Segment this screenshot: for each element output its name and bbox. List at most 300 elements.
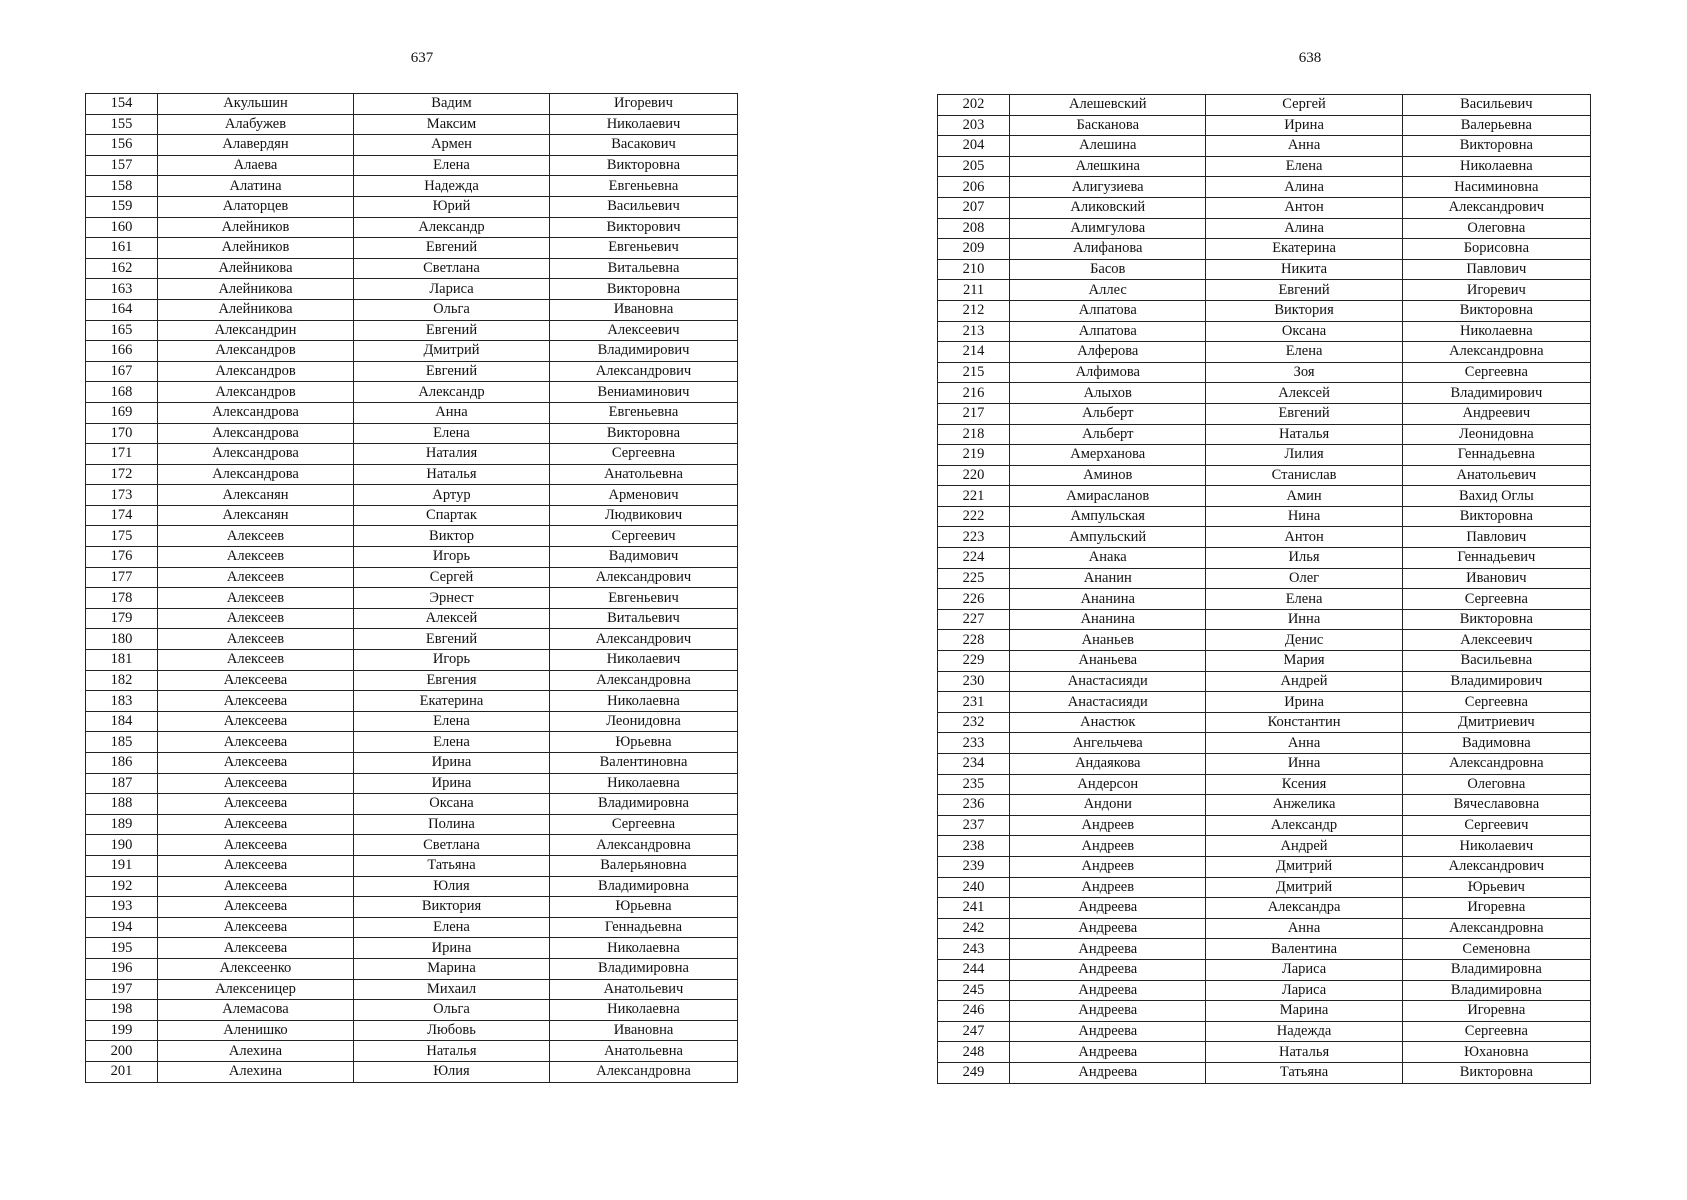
row-number-cell: 197 [86, 979, 158, 1000]
table-row [938, 671, 1591, 692]
first-name-cell: Валентина [1206, 939, 1402, 960]
row-number-cell: 204 [938, 136, 1010, 157]
last-name-cell: Алимгулова [1010, 218, 1206, 239]
last-name-cell: Басов [1010, 259, 1206, 280]
table-row [938, 1021, 1591, 1042]
table-row [86, 94, 738, 115]
last-name-cell: Алексеева [158, 794, 354, 815]
last-name-cell: Алаева [158, 155, 354, 176]
row-number-cell: 201 [86, 1061, 158, 1082]
row-number-cell: 224 [938, 548, 1010, 569]
last-name-cell: Алексеева [158, 691, 354, 712]
last-name-cell: Александрова [158, 464, 354, 485]
row-number-cell: 189 [86, 814, 158, 835]
first-name-cell: Алексей [1206, 383, 1402, 404]
patronymic-cell: Юрьевна [550, 732, 738, 753]
last-name-cell: Акульшин [158, 94, 354, 115]
patronymic-cell: Александровна [550, 1061, 738, 1082]
first-name-cell: Наталья [354, 1041, 550, 1062]
first-name-cell: Анна [1206, 918, 1402, 939]
table-row [938, 197, 1591, 218]
last-name-cell: Андреева [1010, 939, 1206, 960]
patronymic-cell: Семеновна [1402, 939, 1590, 960]
patronymic-cell: Викторович [550, 217, 738, 238]
table-row [86, 711, 738, 732]
last-name-cell: Алексеев [158, 608, 354, 629]
patronymic-cell: Викторовна [1402, 300, 1590, 321]
first-name-cell: Александр [354, 382, 550, 403]
last-name-cell: Ананина [1010, 609, 1206, 630]
patronymic-cell: Сергеевна [550, 444, 738, 465]
first-name-cell: Евгений [354, 361, 550, 382]
table-row [86, 1061, 738, 1082]
patronymic-cell: Евгеньевич [550, 588, 738, 609]
patronymic-cell: Александровна [550, 670, 738, 691]
row-number-cell: 212 [938, 300, 1010, 321]
last-name-cell: Алексеева [158, 835, 354, 856]
row-number-cell: 231 [938, 692, 1010, 713]
last-name-cell: Алексеев [158, 526, 354, 547]
row-number-cell: 198 [86, 1000, 158, 1021]
row-number-cell: 196 [86, 958, 158, 979]
row-number-cell: 237 [938, 815, 1010, 836]
table-row [938, 527, 1591, 548]
last-name-cell: Алейников [158, 217, 354, 238]
row-number-cell: 203 [938, 115, 1010, 136]
table-row [86, 855, 738, 876]
patronymic-cell: Николаевич [550, 114, 738, 135]
row-number-cell: 234 [938, 754, 1010, 775]
row-number-cell: 243 [938, 939, 1010, 960]
row-number-cell: 173 [86, 485, 158, 506]
row-number-cell: 176 [86, 547, 158, 568]
first-name-cell: Юлия [354, 1061, 550, 1082]
row-number-cell: 156 [86, 135, 158, 156]
first-name-cell: Елена [1206, 342, 1402, 363]
first-name-cell: Ирина [354, 938, 550, 959]
table-row [938, 856, 1591, 877]
last-name-cell: Алешкина [1010, 156, 1206, 177]
table-row [938, 548, 1591, 569]
row-number-cell: 155 [86, 114, 158, 135]
first-name-cell: Наталья [1206, 1042, 1402, 1063]
first-name-cell: Антон [1206, 527, 1402, 548]
row-number-cell: 190 [86, 835, 158, 856]
first-name-cell: Нина [1206, 506, 1402, 527]
patronymic-cell: Леонидовна [1402, 424, 1590, 445]
first-name-cell: Юлия [354, 876, 550, 897]
first-name-cell: Анна [1206, 136, 1402, 157]
first-name-cell: Лариса [1206, 980, 1402, 1001]
last-name-cell: Андреев [1010, 836, 1206, 857]
last-name-cell: Амерханова [1010, 445, 1206, 466]
first-name-cell: Ирина [1206, 692, 1402, 713]
table-row [938, 95, 1591, 116]
first-name-cell: Сергей [354, 567, 550, 588]
last-name-cell: Алексанян [158, 485, 354, 506]
patronymic-cell: Викторовна [1402, 506, 1590, 527]
row-number-cell: 158 [86, 176, 158, 197]
table-row [938, 712, 1591, 733]
patronymic-cell: Сергеевич [550, 526, 738, 547]
last-name-cell: Алигузиева [1010, 177, 1206, 198]
last-name-cell: Алехина [158, 1041, 354, 1062]
first-name-cell: Евгения [354, 670, 550, 691]
first-name-cell: Лариса [1206, 959, 1402, 980]
first-name-cell: Сергей [1206, 95, 1402, 116]
first-name-cell: Евгений [354, 629, 550, 650]
last-name-cell: Александрова [158, 444, 354, 465]
first-name-cell: Надежда [354, 176, 550, 197]
first-name-cell: Марина [1206, 1001, 1402, 1022]
row-number-cell: 240 [938, 877, 1010, 898]
last-name-cell: Аллес [1010, 280, 1206, 301]
last-name-cell: Алаторцев [158, 196, 354, 217]
patronymic-cell: Васильевна [1402, 651, 1590, 672]
last-name-cell: Амирасланов [1010, 486, 1206, 507]
patronymic-cell: Александровна [1402, 918, 1590, 939]
last-name-cell: Алфимова [1010, 362, 1206, 383]
row-number-cell: 161 [86, 238, 158, 259]
row-number-cell: 167 [86, 361, 158, 382]
last-name-cell: Алексеева [158, 773, 354, 794]
table-row [938, 383, 1591, 404]
row-number-cell: 163 [86, 279, 158, 300]
first-name-cell: Любовь [354, 1020, 550, 1041]
patronymic-cell: Геннадьевна [1402, 445, 1590, 466]
patronymic-cell: Владимировна [550, 794, 738, 815]
last-name-cell: Александров [158, 341, 354, 362]
names-table-body [938, 95, 1591, 1084]
last-name-cell: Алексеев [158, 629, 354, 650]
table-row [86, 938, 738, 959]
last-name-cell: Андаякова [1010, 754, 1206, 775]
last-name-cell: Александров [158, 382, 354, 403]
table-row [86, 464, 738, 485]
row-number-cell: 157 [86, 155, 158, 176]
row-number-cell: 209 [938, 239, 1010, 260]
patronymic-cell: Александровна [550, 835, 738, 856]
row-number-cell: 159 [86, 196, 158, 217]
table-row [86, 258, 738, 279]
last-name-cell: Андреев [1010, 856, 1206, 877]
first-name-cell: Наталья [1206, 424, 1402, 445]
first-name-cell: Ирина [354, 753, 550, 774]
patronymic-cell: Сергеевна [1402, 692, 1590, 713]
patronymic-cell: Владимировна [1402, 980, 1590, 1001]
row-number-cell: 171 [86, 444, 158, 465]
table-row [938, 136, 1591, 157]
first-name-cell: Юрий [354, 196, 550, 217]
first-name-cell: Полина [354, 814, 550, 835]
last-name-cell: Алексеева [158, 917, 354, 938]
last-name-cell: Андреев [1010, 815, 1206, 836]
first-name-cell: Денис [1206, 630, 1402, 651]
first-name-cell: Алина [1206, 177, 1402, 198]
first-name-cell: Виктория [354, 897, 550, 918]
first-name-cell: Станислав [1206, 465, 1402, 486]
table-row [938, 1001, 1591, 1022]
patronymic-cell: Александрович [1402, 856, 1590, 877]
row-number-cell: 210 [938, 259, 1010, 280]
last-name-cell: Анастасияди [1010, 671, 1206, 692]
last-name-cell: Басканова [1010, 115, 1206, 136]
row-number-cell: 185 [86, 732, 158, 753]
row-number-cell: 162 [86, 258, 158, 279]
row-number-cell: 215 [938, 362, 1010, 383]
row-number-cell: 233 [938, 733, 1010, 754]
row-number-cell: 199 [86, 1020, 158, 1041]
table-row [938, 630, 1591, 651]
row-number-cell: 230 [938, 671, 1010, 692]
table-row [938, 609, 1591, 630]
row-number-cell: 202 [938, 95, 1010, 116]
last-name-cell: Андреева [1010, 1042, 1206, 1063]
patronymic-cell: Арменович [550, 485, 738, 506]
table-row [86, 629, 738, 650]
last-name-cell: Алавердян [158, 135, 354, 156]
last-name-cell: Алексеенко [158, 958, 354, 979]
patronymic-cell: Викторовна [550, 155, 738, 176]
patronymic-cell: Николаевна [1402, 156, 1590, 177]
row-number-cell: 239 [938, 856, 1010, 877]
first-name-cell: Амин [1206, 486, 1402, 507]
row-number-cell: 172 [86, 464, 158, 485]
table-row [86, 588, 738, 609]
table-row [86, 402, 738, 423]
first-name-cell: Александра [1206, 898, 1402, 919]
last-name-cell: Аликовский [1010, 197, 1206, 218]
last-name-cell: Алексеев [158, 567, 354, 588]
first-name-cell: Ирина [1206, 115, 1402, 136]
table-row [938, 465, 1591, 486]
patronymic-cell: Александровна [1402, 342, 1590, 363]
first-name-cell: Елена [354, 917, 550, 938]
last-name-cell: Андерсон [1010, 774, 1206, 795]
last-name-cell: Алексеева [158, 814, 354, 835]
patronymic-cell: Юрьевич [1402, 877, 1590, 898]
first-name-cell: Антон [1206, 197, 1402, 218]
last-name-cell: Альберт [1010, 424, 1206, 445]
patronymic-cell: Евгеньевна [550, 176, 738, 197]
table-row [86, 320, 738, 341]
table-row [86, 876, 738, 897]
last-name-cell: Аленишко [158, 1020, 354, 1041]
patronymic-cell: Владимирович [550, 341, 738, 362]
patronymic-cell: Владимировна [550, 876, 738, 897]
row-number-cell: 178 [86, 588, 158, 609]
row-number-cell: 216 [938, 383, 1010, 404]
table-row [938, 342, 1591, 363]
patronymic-cell: Павлович [1402, 527, 1590, 548]
last-name-cell: Алабужев [158, 114, 354, 135]
patronymic-cell: Павлович [1402, 259, 1590, 280]
row-number-cell: 247 [938, 1021, 1010, 1042]
table-row [86, 691, 738, 712]
table-row [938, 259, 1591, 280]
last-name-cell: Андреева [1010, 918, 1206, 939]
last-name-cell: Ангельчева [1010, 733, 1206, 754]
patronymic-cell: Викторовна [1402, 609, 1590, 630]
patronymic-cell: Вадимовна [1402, 733, 1590, 754]
row-number-cell: 174 [86, 505, 158, 526]
table-row [938, 115, 1591, 136]
row-number-cell: 213 [938, 321, 1010, 342]
table-row [938, 980, 1591, 1001]
last-name-cell: Ананина [1010, 589, 1206, 610]
first-name-cell: Надежда [1206, 1021, 1402, 1042]
left-page [0, 0, 843, 1200]
table-row [938, 918, 1591, 939]
first-name-cell: Спартак [354, 505, 550, 526]
first-name-cell: Эрнест [354, 588, 550, 609]
row-number-cell: 220 [938, 465, 1010, 486]
first-name-cell: Светлана [354, 835, 550, 856]
row-number-cell: 184 [86, 711, 158, 732]
first-name-cell: Елена [354, 155, 550, 176]
row-number-cell: 181 [86, 650, 158, 671]
patronymic-cell: Вадимович [550, 547, 738, 568]
last-name-cell: Андреева [1010, 1001, 1206, 1022]
last-name-cell: Алферова [1010, 342, 1206, 363]
patronymic-cell: Олеговна [1402, 774, 1590, 795]
row-number-cell: 195 [86, 938, 158, 959]
patronymic-cell: Николаевич [1402, 836, 1590, 857]
row-number-cell: 211 [938, 280, 1010, 301]
first-name-cell: Дмитрий [1206, 856, 1402, 877]
last-name-cell: Алексеева [158, 753, 354, 774]
last-name-cell: Алатина [158, 176, 354, 197]
first-name-cell: Константин [1206, 712, 1402, 733]
last-name-cell: Алемасова [158, 1000, 354, 1021]
first-name-cell: Илья [1206, 548, 1402, 569]
patronymic-cell: Иванович [1402, 568, 1590, 589]
table-row [938, 651, 1591, 672]
names-table [85, 93, 738, 1083]
first-name-cell: Анжелика [1206, 795, 1402, 816]
table-row [938, 733, 1591, 754]
last-name-cell: Александрова [158, 402, 354, 423]
patronymic-cell: Николаевна [550, 938, 738, 959]
table-row [938, 836, 1591, 857]
patronymic-cell: Викторовна [1402, 136, 1590, 157]
first-name-cell: Елена [354, 711, 550, 732]
table-row [86, 176, 738, 197]
first-name-cell: Максим [354, 114, 550, 135]
table-row [938, 280, 1591, 301]
table-row [86, 526, 738, 547]
first-name-cell: Дмитрий [1206, 877, 1402, 898]
table-row [86, 135, 738, 156]
table-row [938, 486, 1591, 507]
first-name-cell: Алина [1206, 218, 1402, 239]
row-number-cell: 160 [86, 217, 158, 238]
last-name-cell: Андреева [1010, 980, 1206, 1001]
table-row [86, 608, 738, 629]
table-row [86, 196, 738, 217]
row-number-cell: 246 [938, 1001, 1010, 1022]
patronymic-cell: Юрьевна [550, 897, 738, 918]
last-name-cell: Андреева [1010, 1021, 1206, 1042]
last-name-cell: Ампульский [1010, 527, 1206, 548]
table-row [938, 300, 1591, 321]
patronymic-cell: Ивановна [550, 1020, 738, 1041]
row-number-cell: 223 [938, 527, 1010, 548]
row-number-cell: 183 [86, 691, 158, 712]
last-name-cell: Алексанян [158, 505, 354, 526]
table-row [86, 835, 738, 856]
row-number-cell: 193 [86, 897, 158, 918]
table-row [938, 506, 1591, 527]
table-row [86, 979, 738, 1000]
table-row [938, 218, 1591, 239]
row-number-cell: 177 [86, 567, 158, 588]
table-row [938, 362, 1591, 383]
first-name-cell: Татьяна [354, 855, 550, 876]
table-row [938, 692, 1591, 713]
table-row [86, 1041, 738, 1062]
first-name-cell: Виктор [354, 526, 550, 547]
patronymic-cell: Сергеевна [550, 814, 738, 835]
patronymic-cell: Евгеньевна [550, 402, 738, 423]
patronymic-cell: Олеговна [1402, 218, 1590, 239]
patronymic-cell: Евгеньевич [550, 238, 738, 259]
patronymic-cell: Владимирович [1402, 671, 1590, 692]
table-row [86, 917, 738, 938]
row-number-cell: 205 [938, 156, 1010, 177]
row-number-cell: 245 [938, 980, 1010, 1001]
row-number-cell: 186 [86, 753, 158, 774]
table-row [938, 156, 1591, 177]
first-name-cell: Артур [354, 485, 550, 506]
last-name-cell: Алешина [1010, 136, 1206, 157]
patronymic-cell: Игоревич [550, 94, 738, 115]
first-name-cell: Елена [1206, 156, 1402, 177]
first-name-cell: Армен [354, 135, 550, 156]
last-name-cell: Алексеева [158, 732, 354, 753]
last-name-cell: Алешевский [1010, 95, 1206, 116]
first-name-cell: Оксана [1206, 321, 1402, 342]
patronymic-cell: Вениаминович [550, 382, 738, 403]
table-row [938, 239, 1591, 260]
names-table [937, 94, 1591, 1084]
row-number-cell: 229 [938, 651, 1010, 672]
last-name-cell: Алексеева [158, 670, 354, 691]
row-number-cell: 166 [86, 341, 158, 362]
last-name-cell: Ампульская [1010, 506, 1206, 527]
patronymic-cell: Игоревна [1402, 898, 1590, 919]
patronymic-cell: Сергеевна [1402, 362, 1590, 383]
page-number: 638 [1298, 50, 1322, 66]
last-name-cell: Алейникова [158, 258, 354, 279]
patronymic-cell: Николаевич [550, 650, 738, 671]
row-number-cell: 175 [86, 526, 158, 547]
table-row [938, 774, 1591, 795]
last-name-cell: Александрова [158, 423, 354, 444]
first-name-cell: Александр [1206, 815, 1402, 836]
row-number-cell: 200 [86, 1041, 158, 1062]
first-name-cell: Андрей [1206, 671, 1402, 692]
patronymic-cell: Николаевна [550, 1000, 738, 1021]
row-number-cell: 182 [86, 670, 158, 691]
patronymic-cell: Дмитриевич [1402, 712, 1590, 733]
table-row [938, 898, 1591, 919]
patronymic-cell: Николаевна [1402, 321, 1590, 342]
table-row [86, 732, 738, 753]
row-number-cell: 207 [938, 197, 1010, 218]
table-row [86, 299, 738, 320]
last-name-cell: Алифанова [1010, 239, 1206, 260]
